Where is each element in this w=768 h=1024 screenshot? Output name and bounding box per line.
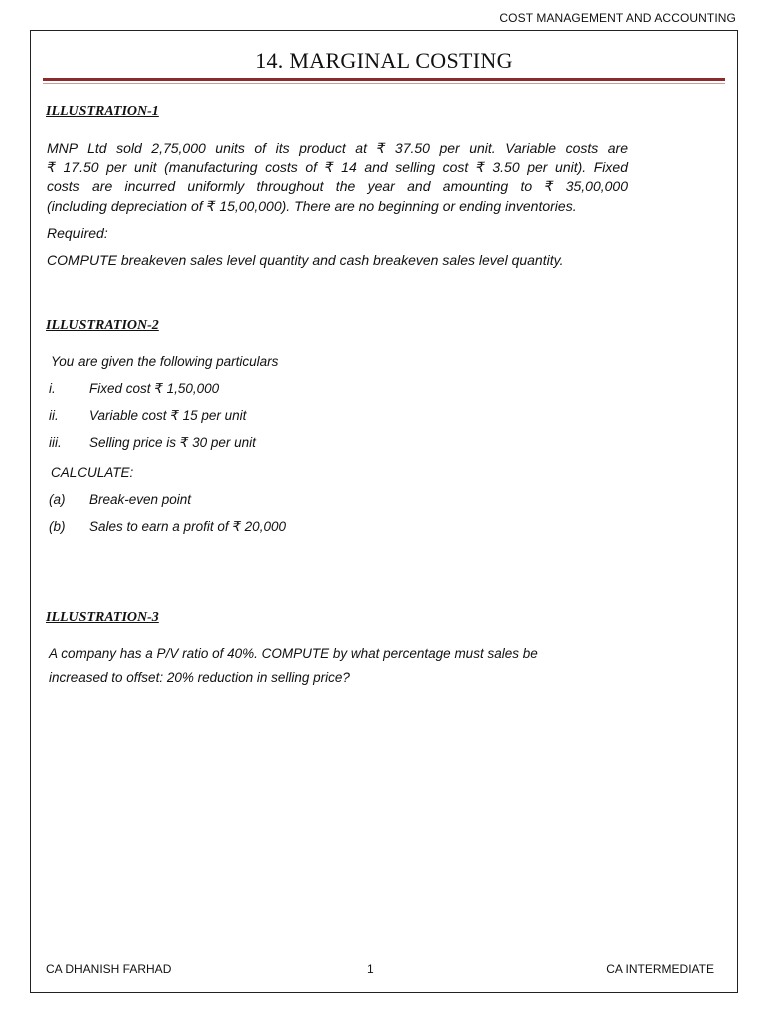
particular-number: iii.	[49, 435, 62, 450]
task-item	[49, 492, 191, 507]
illustration-2-heading: ILLUSTRATION-2	[46, 318, 159, 333]
footer-course: CA INTERMEDIATE	[606, 962, 714, 976]
task-number: (a)	[49, 492, 66, 507]
illustration-1-line-1: MNP Ltd sold 2,75,000 units of its product at ₹ 37.50 per unit. Variable costs are	[47, 140, 628, 156]
task-item	[49, 519, 286, 535]
illustration-3-line-2: increased to offset: 20% reduction in selling price?	[49, 670, 350, 685]
task-text: Sales to earn a profit of ₹ 20,000	[89, 519, 286, 534]
illustration-1-heading: ILLUSTRATION-1	[46, 104, 159, 119]
particular-item	[49, 381, 219, 397]
running-header: COST MANAGEMENT AND ACCOUNTING	[499, 11, 736, 25]
particular-number: i.	[49, 381, 56, 396]
page-frame	[30, 30, 738, 993]
particular-item	[49, 435, 256, 451]
illustration-1-line-4: (including depreciation of ₹ 15,00,000). There are no beginning or ending inventories.	[47, 198, 577, 214]
particular-item	[49, 408, 246, 424]
illustration-1-required-label: Required:	[47, 225, 108, 241]
illustration-3-line-1: A company has a P/V ratio of 40%. COMPUTE by what percentage must sales be	[49, 646, 538, 661]
illustration-1-line-2: ₹ 17.50 per unit (manufacturing costs of ₹ 14 and selling cost ₹ 3.50 per unit). Fixed	[47, 159, 628, 175]
particular-text: Fixed cost ₹ 1,50,000	[89, 381, 220, 396]
title-rule	[43, 78, 725, 81]
page-number: 1	[367, 962, 374, 976]
particular-text: Selling price is ₹ 30 per unit	[89, 435, 256, 450]
illustration-2-intro: You are given the following particulars	[51, 354, 279, 369]
illustration-1-line-3: costs are incurred uniformly throughout the year and amounting to ₹ 35,00,000	[47, 178, 628, 194]
task-number: (b)	[49, 519, 66, 534]
illustration-3-heading: ILLUSTRATION-3	[46, 610, 159, 625]
title-rule-thin	[43, 83, 725, 84]
footer-author: CA DHANISH FARHAD	[46, 962, 172, 976]
particular-text: Variable cost ₹ 15 per unit	[89, 408, 247, 423]
particular-number: ii.	[49, 408, 59, 423]
illustration-1-task: COMPUTE breakeven sales level quantity and cash breakeven sales level quantity.	[47, 252, 564, 268]
task-text: Break-even point	[89, 492, 192, 507]
illustration-2-calculate-label: CALCULATE:	[51, 465, 134, 480]
chapter-title: 14. MARGINAL COSTING	[255, 48, 513, 73]
